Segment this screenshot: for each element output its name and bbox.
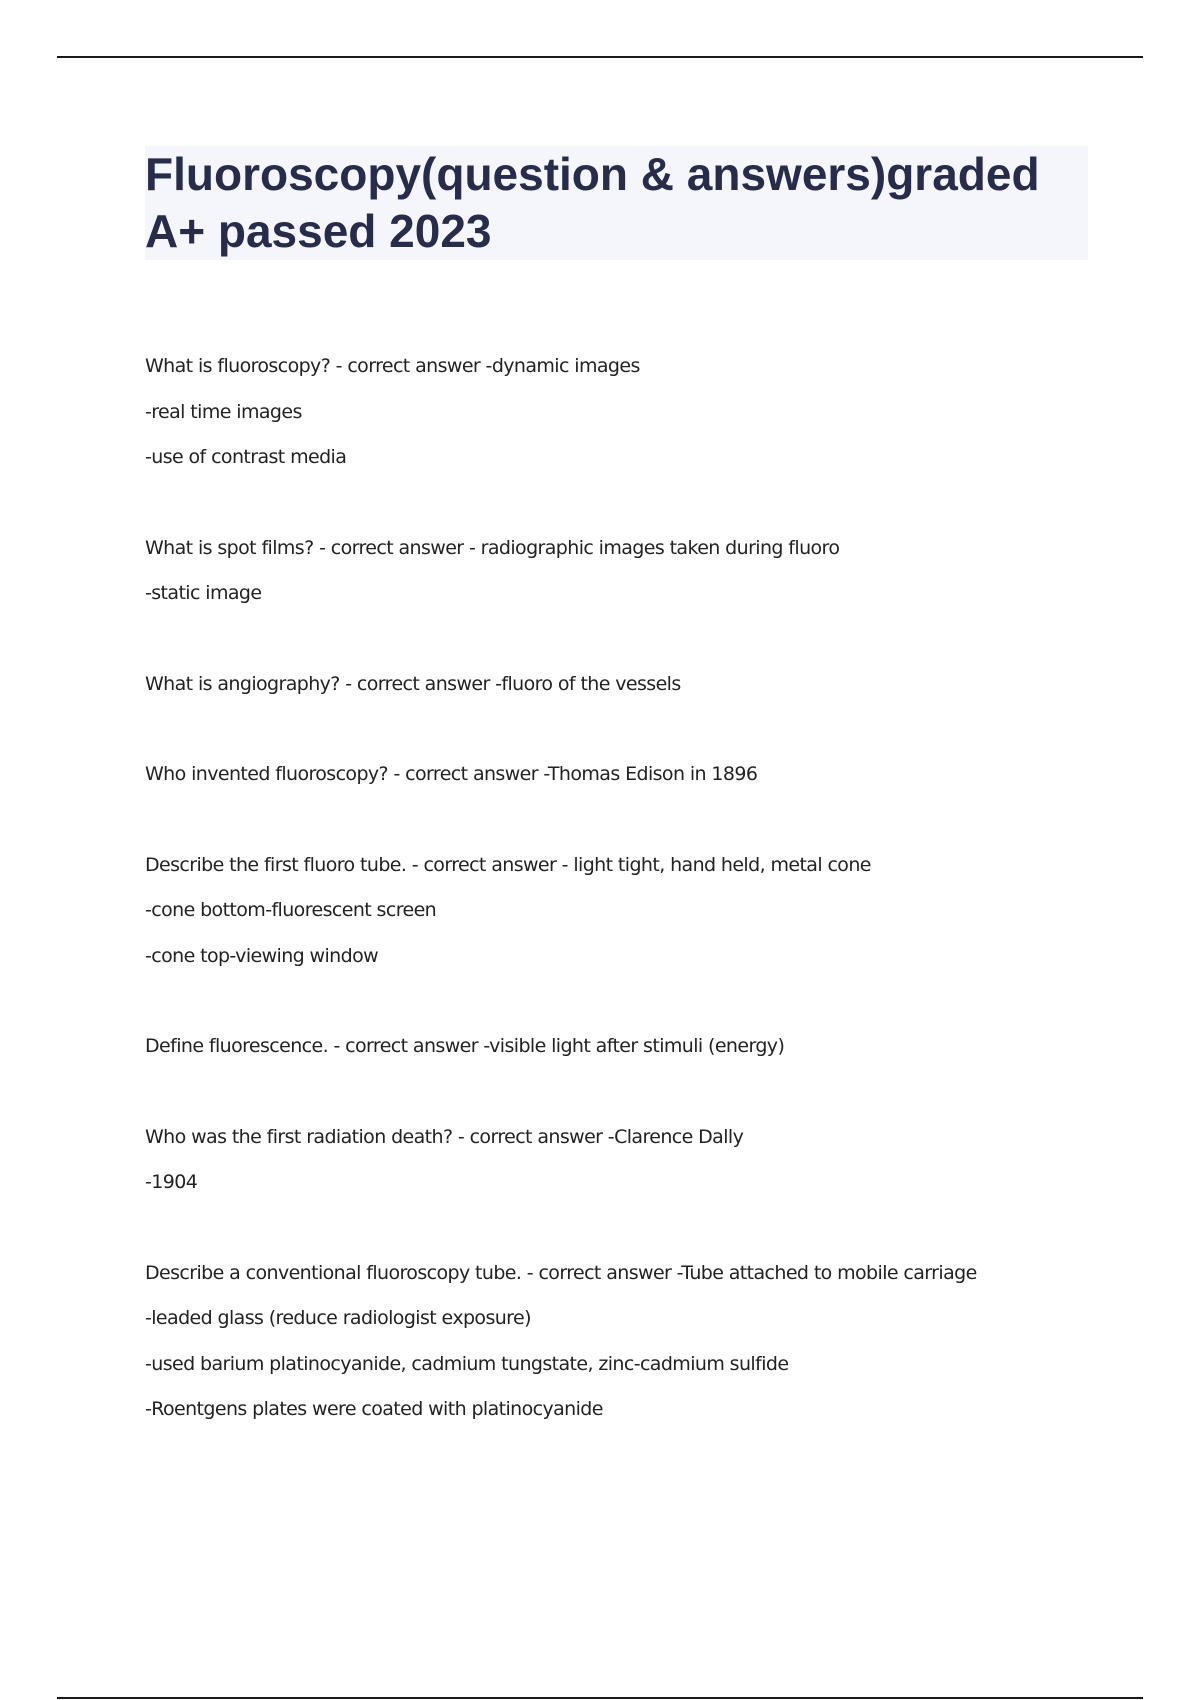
title-block	[145, 146, 1088, 260]
qa-item	[145, 1115, 1105, 1206]
qa-line: Describe a conventional fluoroscopy tube. - correct answer -Tube attached to mobile carriage	[145, 1261, 977, 1284]
qa-line: What is angiography? - correct answer -fluoro of the vessels	[145, 672, 681, 695]
qa-item	[145, 1024, 1105, 1070]
qa-line: Describe the first fluoro tube. - correct answer - light tight, hand held, metal cone	[145, 853, 871, 876]
qa-item	[145, 526, 1105, 617]
qa-line: -leaded glass (reduce radiologist exposure)	[145, 1307, 531, 1329]
qa-line: -cone top-viewing window	[145, 944, 379, 967]
bottom-rule	[57, 1697, 1143, 1699]
qa-line: -static image	[145, 582, 262, 604]
document-title: Fluoroscopy(question & answers)graded A+ passed 2023	[145, 148, 1040, 257]
top-rule	[57, 56, 1143, 58]
qa-list	[145, 344, 1105, 1478]
qa-item	[145, 662, 1105, 708]
qa-line: -cone bottom-fluorescent screen	[145, 899, 437, 921]
qa-item	[145, 1251, 1105, 1433]
qa-item	[145, 344, 1105, 481]
qa-line: -used barium platinocyanide, cadmium tungstate, zinc-cadmium sulfide	[145, 1352, 789, 1375]
qa-line: -Roentgens plates were coated with platinocyanide	[145, 1398, 603, 1420]
qa-line: Who invented fluoroscopy? - correct answer -Thomas Edison in 1896	[145, 763, 758, 785]
qa-line: -real time images	[145, 400, 302, 423]
qa-item	[145, 752, 1105, 798]
qa-line: -1904	[145, 1171, 198, 1193]
qa-line: What is spot films? - correct answer - radiographic images taken during fluoro	[145, 536, 840, 559]
qa-item	[145, 843, 1105, 980]
qa-line: What is fluoroscopy? - correct answer -dynamic images	[145, 355, 640, 377]
qa-line: Who was the first radiation death? - correct answer -Clarence Dally	[145, 1125, 744, 1148]
qa-line: -use of contrast media	[145, 446, 347, 468]
qa-line: Define fluorescence. - correct answer -visible light after stimuli (energy)	[145, 1035, 785, 1057]
